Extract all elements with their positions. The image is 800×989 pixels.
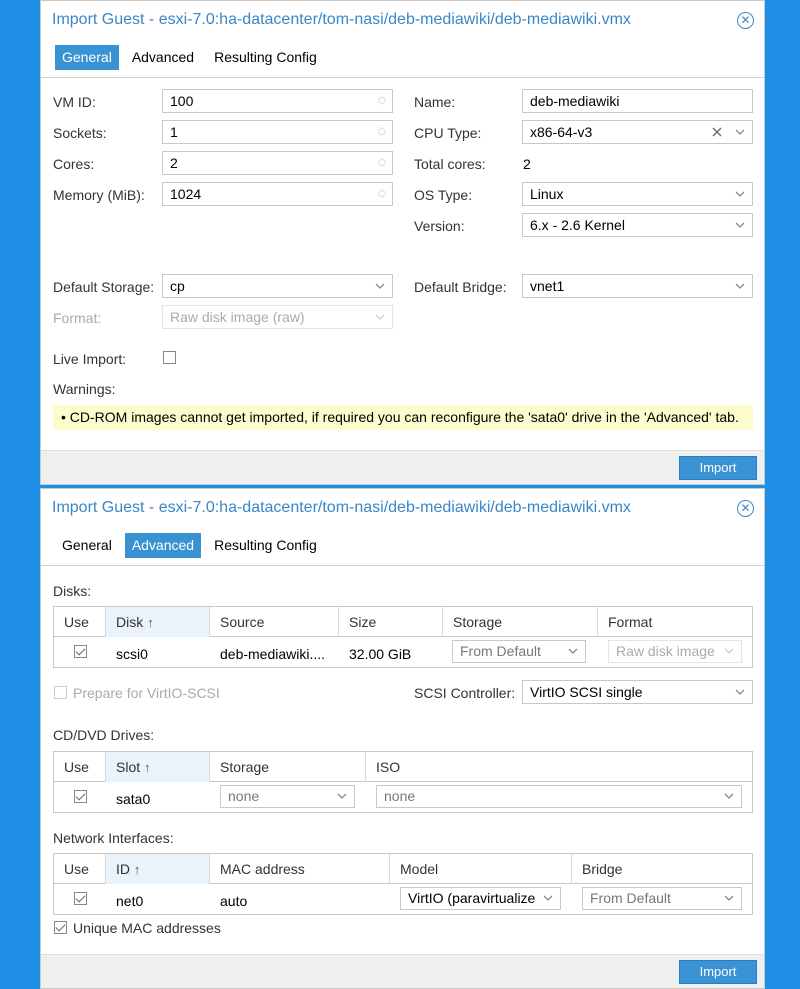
column-header-storage[interactable]: Storage: [210, 752, 366, 782]
clear-icon[interactable]: [712, 127, 722, 137]
format-value: Raw disk image (raw): [170, 309, 305, 325]
sockets-value: 1: [170, 124, 178, 140]
iso-select[interactable]: [376, 785, 742, 808]
mac-cell: auto: [220, 893, 248, 909]
disk-storage-value: From Default: [460, 643, 541, 659]
column-header-use[interactable]: Use: [54, 607, 106, 637]
chevron-down-icon[interactable]: [543, 888, 553, 909]
column-header-size[interactable]: Size: [339, 607, 443, 637]
default-storage-label: Default Storage:: [53, 279, 155, 295]
dialog-titlebar: [41, 489, 764, 527]
prepare-virtio-scsi-label: Prepare for VirtIO-SCSI: [73, 685, 220, 701]
close-icon[interactable]: ✕: [737, 500, 754, 517]
name-label: Name:: [414, 94, 456, 110]
os-type-select[interactable]: [522, 182, 753, 206]
tab-general[interactable]: General: [62, 537, 112, 553]
dialog-footer: [41, 954, 764, 988]
chevron-down-icon[interactable]: [568, 641, 578, 662]
live-import-label: Live Import:: [53, 351, 127, 367]
default-bridge-value: vnet1: [530, 278, 565, 294]
close-icon[interactable]: ✕: [737, 12, 754, 29]
column-header-use[interactable]: Use: [54, 752, 106, 782]
import-button[interactable]: Import: [679, 960, 757, 984]
cores-field[interactable]: [162, 151, 393, 175]
import-button[interactable]: Import: [679, 456, 757, 480]
sockets-label: Sockets:: [53, 125, 107, 141]
chevron-down-icon: [375, 306, 385, 328]
scsi-controller-label: SCSI Controller:: [414, 685, 516, 701]
prepare-virtio-scsi-checkbox: [54, 686, 67, 699]
warnings-label: Warnings:: [53, 381, 116, 397]
vmid-value: 100: [170, 93, 194, 109]
tab-advanced[interactable]: Advanced: [125, 533, 201, 558]
scsi-controller-value: VirtIO SCSI single: [530, 684, 643, 700]
dialog-title: Import Guest - esxi-7.0:ha-datacenter/tom-nasi/deb-mediawiki/deb-mediawiki.vmx: [52, 499, 631, 516]
model-value: VirtIO (paravirtualize: [408, 890, 536, 906]
memory-label: Memory (MiB):: [53, 187, 145, 203]
tab-advanced[interactable]: Advanced: [131, 49, 195, 65]
version-select[interactable]: [522, 213, 753, 237]
slot-cell: sata0: [116, 791, 151, 807]
grid-header: [54, 854, 752, 884]
default-bridge-label: Default Bridge:: [414, 279, 507, 295]
sort-asc-icon: ↑: [133, 862, 141, 877]
version-value: 6.x - 2.6 Kernel: [530, 217, 625, 233]
iso-value: none: [384, 788, 416, 804]
column-header-label: Slot: [116, 759, 141, 775]
column-header-iso[interactable]: ISO: [376, 759, 401, 775]
disk-cell: scsi0: [116, 646, 148, 662]
network-grid: [53, 853, 753, 915]
column-header-bridge[interactable]: Bridge: [582, 861, 623, 877]
sort-asc-icon: ↑: [147, 615, 154, 630]
cd-dvd-grid: [53, 751, 753, 813]
cd-storage-select[interactable]: [220, 785, 355, 808]
version-label: Version:: [414, 218, 465, 234]
cpu-type-select[interactable]: [522, 120, 753, 144]
column-header-format[interactable]: Format: [608, 614, 653, 630]
tab-general[interactable]: General: [55, 45, 119, 70]
name-field[interactable]: [522, 89, 753, 113]
spinner-icon[interactable]: ︿ ﹀: [378, 123, 386, 141]
disk-storage-select[interactable]: [452, 640, 586, 663]
scsi-controller-select[interactable]: [522, 680, 753, 704]
memory-field[interactable]: [162, 182, 393, 206]
column-header-disk[interactable]: [106, 607, 210, 637]
chevron-down-icon[interactable]: [724, 888, 734, 909]
grid-header: [54, 607, 752, 637]
chevron-down-icon[interactable]: [724, 786, 734, 807]
sort-asc-icon: ↑: [144, 760, 151, 775]
live-import-checkbox[interactable]: [163, 351, 176, 364]
name-value: deb-mediawiki: [530, 93, 620, 109]
size-cell: 32.00 GiB: [349, 646, 412, 662]
dialog-title: Import Guest - esxi-7.0:ha-datacenter/tom-nasi/deb-mediawiki/deb-mediawiki.vmx: [52, 11, 631, 28]
disks-label: Disks:: [53, 583, 92, 599]
spinner-icon[interactable]: ︿ ﹀: [378, 154, 386, 172]
chevron-down-icon[interactable]: [375, 275, 385, 297]
use-checkbox[interactable]: [74, 892, 87, 905]
vmid-field[interactable]: [162, 89, 393, 113]
column-header-label: ID: [116, 861, 130, 877]
use-checkbox[interactable]: [74, 645, 87, 658]
cd-storage-value: none: [228, 788, 260, 804]
bridge-value: From Default: [590, 890, 671, 906]
disk-format-value: Raw disk image: [616, 643, 715, 659]
memory-value: 1024: [170, 186, 202, 202]
column-header-source[interactable]: Source: [210, 607, 339, 637]
chevron-down-icon[interactable]: [735, 183, 745, 205]
disks-grid: [53, 606, 753, 668]
chevron-down-icon[interactable]: [735, 214, 745, 236]
tab-resulting-config[interactable]: Resulting Config: [214, 49, 317, 65]
warning-message: • CD-ROM images cannot get imported, if required you can reconfigure the 'sata0' drive in the 'Advanced' tab.: [53, 405, 753, 430]
default-storage-value: cp: [170, 278, 185, 294]
cores-label: Cores:: [53, 156, 95, 172]
tab-divider: [41, 565, 764, 566]
import-guest-dialog-advanced: [40, 488, 765, 989]
vmid-label: VM ID:: [53, 94, 96, 110]
cores-value: 2: [170, 155, 178, 171]
spinner-icon[interactable]: ︿ ﹀: [378, 92, 386, 110]
chevron-down-icon[interactable]: [735, 121, 745, 143]
use-checkbox[interactable]: [74, 790, 87, 803]
unique-mac-label: Unique MAC addresses: [73, 920, 221, 936]
total-cores-value: 2: [523, 156, 531, 172]
grid-header: [54, 752, 752, 782]
total-cores-label: Total cores:: [414, 156, 486, 172]
format-label: Format:: [53, 310, 102, 326]
chevron-down-icon[interactable]: [735, 275, 745, 297]
column-header-mac-address[interactable]: MAC address: [210, 854, 390, 884]
chevron-down-icon[interactable]: [735, 681, 745, 703]
tab-bar: [55, 533, 330, 559]
source-cell: deb-mediawiki....: [220, 646, 326, 662]
format-select: [162, 305, 393, 329]
os-type-value: Linux: [530, 186, 564, 202]
tab-bar: [55, 45, 330, 71]
column-header-label: Disk: [116, 614, 144, 630]
tab-divider: [41, 77, 764, 78]
dialog-footer: [41, 450, 764, 484]
unique-mac-checkbox[interactable]: [54, 921, 67, 934]
default-bridge-select[interactable]: [522, 274, 753, 298]
tab-resulting-config[interactable]: Resulting Config: [214, 537, 317, 553]
chevron-down-icon: [724, 641, 734, 662]
import-guest-dialog-general: [40, 0, 765, 485]
model-select[interactable]: [400, 887, 561, 910]
cd-dvd-label: CD/DVD Drives:: [53, 727, 155, 743]
dialog-titlebar: [41, 1, 764, 39]
column-header-slot[interactable]: [106, 752, 210, 782]
column-header-model[interactable]: Model: [390, 854, 572, 884]
cpu-type-label: CPU Type:: [414, 125, 482, 141]
column-header-storage[interactable]: Storage: [443, 607, 598, 637]
default-storage-select[interactable]: [162, 274, 393, 298]
column-header-id[interactable]: [106, 854, 210, 884]
cpu-type-value: x86-64-v3: [530, 124, 593, 140]
spinner-icon[interactable]: ︿ ﹀: [378, 185, 386, 203]
os-type-label: OS Type:: [414, 187, 473, 203]
disk-format-select: [608, 640, 742, 663]
network-interfaces-label: Network Interfaces:: [53, 830, 174, 846]
chevron-down-icon[interactable]: [337, 786, 347, 807]
bridge-select[interactable]: [582, 887, 742, 910]
column-header-use[interactable]: Use: [54, 854, 106, 884]
id-cell: net0: [116, 893, 144, 909]
sockets-field[interactable]: [162, 120, 393, 144]
